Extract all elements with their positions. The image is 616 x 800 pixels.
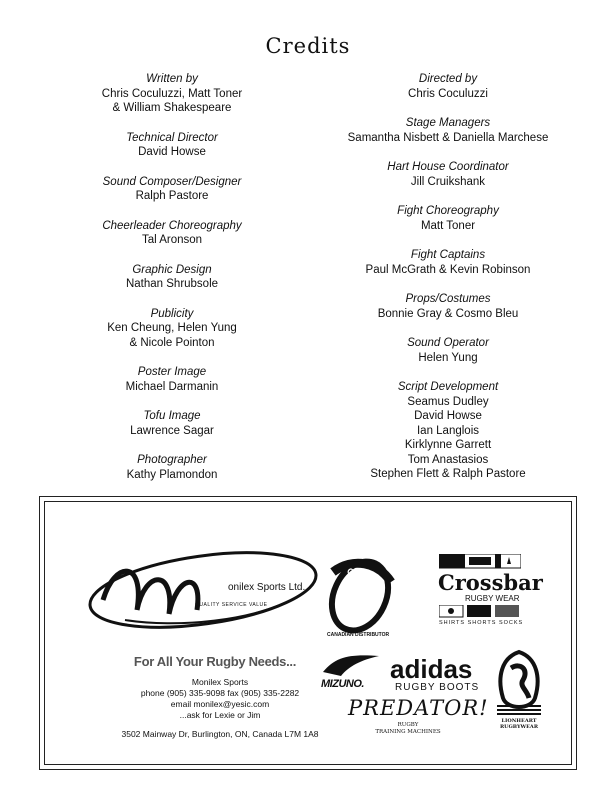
credit-role: Sound Operator xyxy=(407,337,489,349)
credit-entry xyxy=(22,175,322,204)
monilex-tagline: QUALITY SERVICE VALUE xyxy=(195,602,268,608)
credit-entry xyxy=(22,409,322,438)
gilbert-caption: CANADIAN DISTRIBUTOR xyxy=(327,632,390,638)
credit-role: Fight Captains xyxy=(410,249,486,261)
credit-entry xyxy=(298,336,598,365)
credit-name: Jill Cruikshank xyxy=(410,175,486,188)
contact-line: email monilex@yesic.com xyxy=(170,699,270,709)
credit-name: Samantha Nisbett & Daniella Marchese xyxy=(347,131,549,144)
credit-name: Kirklynne Garrett xyxy=(404,439,492,451)
credits-right-column xyxy=(298,72,598,497)
gilbert-logo-text: GILBERT xyxy=(344,565,384,597)
credit-entry xyxy=(298,248,598,277)
predator-subtitle-line: RUGBY xyxy=(397,722,419,728)
credit-entry xyxy=(22,131,322,160)
gilbert-logo xyxy=(323,552,397,634)
credit-role: Written by xyxy=(146,73,198,85)
crossbar-subtitle: RUGBY WEAR xyxy=(465,594,520,603)
page-title: Credits xyxy=(265,34,351,58)
crossbar-logo: Crossbar xyxy=(438,570,543,595)
credit-name: Paul McGrath & Kevin Robinson xyxy=(365,263,531,276)
monilex-contact xyxy=(85,677,355,721)
ad-tagline: For All Your Rugby Needs... xyxy=(133,654,297,669)
credit-name: Matt Toner xyxy=(420,219,476,232)
credit-role: Cheerleader Choreography xyxy=(102,219,242,232)
predator-logo: PREDATOR! xyxy=(348,696,489,720)
mizuno-runbird-icon xyxy=(321,652,381,678)
credit-entry xyxy=(298,116,598,145)
crossbar-products: SHIRTS SHORTS SOCKS xyxy=(439,620,524,626)
credit-name: & William Shakespeare xyxy=(112,102,232,114)
credit-name: Lawrence Sagar xyxy=(130,424,214,437)
credit-name: Kathy Plamondon xyxy=(126,468,218,481)
ad-inner-border xyxy=(44,501,572,765)
credit-role: Photographer xyxy=(137,454,207,466)
credit-role: Graphic Design xyxy=(132,263,212,276)
credit-name: Ken Cheung, Helen Yung xyxy=(107,322,237,334)
credit-name: Michael Darmanin xyxy=(125,380,219,393)
credit-role: Fight Choreography xyxy=(397,205,499,217)
monilex-name: onilex Sports Ltd. xyxy=(228,582,306,593)
predator-subtitle xyxy=(363,722,453,735)
predator-subtitle-line: TRAINING MACHINES xyxy=(375,728,441,735)
contact-line: ...ask for Lexie or Jim xyxy=(179,710,261,720)
credit-name: David Howse xyxy=(414,410,482,422)
lionheart-caption xyxy=(492,718,546,730)
credit-name: Tom Anastasios xyxy=(407,453,489,466)
contact-line: phone (905) 335-9098 fax (905) 335-2282 xyxy=(140,688,300,698)
credit-name: Chris Coculuzzi, Matt Toner xyxy=(101,87,243,100)
credit-role: Stage Managers xyxy=(405,117,491,129)
credit-role: Sound Composer/Designer xyxy=(102,175,242,188)
credit-name: & Nicole Pointon xyxy=(129,336,215,349)
credit-entry xyxy=(298,380,598,482)
credit-entry xyxy=(22,453,322,482)
crossbar-flags-top xyxy=(439,554,521,570)
credit-role: Directed by xyxy=(418,73,478,85)
credit-role: Poster Image xyxy=(137,366,207,378)
credit-entry xyxy=(298,72,598,101)
credit-role: Props/Costumes xyxy=(405,293,491,305)
credit-name: Ralph Pastore xyxy=(135,190,209,202)
credit-name: David Howse xyxy=(138,146,206,158)
lionheart-caption-line: LIONHEART xyxy=(501,718,537,724)
credit-role: Technical Director xyxy=(126,131,218,144)
credit-name: Nathan Shrubsole xyxy=(125,278,219,290)
lionheart-caption-line: RUGBYWEAR xyxy=(500,724,538,730)
credit-name: Tal Aronson xyxy=(141,234,203,246)
credit-name: Ian Langlois xyxy=(416,424,480,437)
credit-name: Stephen Flett & Ralph Pastore xyxy=(370,468,526,480)
credit-role: Tofu Image xyxy=(143,410,201,422)
credit-entry xyxy=(22,307,322,351)
crossbar-flags-bottom xyxy=(439,605,521,619)
credit-entry xyxy=(298,160,598,189)
sponsor-advertisement xyxy=(39,496,577,770)
credit-name: Bonnie Gray & Cosmo Bleu xyxy=(377,307,519,320)
monilex-address: 3502 Mainway Dr, Burlington, ON, Canada L7M 1A8 xyxy=(121,729,319,739)
credit-entry xyxy=(22,72,322,116)
credit-entry xyxy=(22,219,322,248)
credit-name: Helen Yung xyxy=(418,351,478,364)
credit-role: Script Development xyxy=(397,381,499,393)
credit-name: Seamus Dudley xyxy=(407,395,489,408)
lionheart-logo xyxy=(493,648,545,718)
contact-line: Monilex Sports xyxy=(191,677,249,687)
credit-entry xyxy=(22,263,322,292)
mizuno-logo: MIZUNO. xyxy=(321,678,364,690)
credit-role: Hart House Coordinator xyxy=(387,161,509,173)
credits-left-column xyxy=(22,72,322,497)
adidas-logo: adidas xyxy=(390,654,473,684)
credit-entry xyxy=(298,204,598,233)
credit-entry xyxy=(298,292,598,321)
credit-name: Chris Coculuzzi xyxy=(408,87,488,100)
credit-role: Publicity xyxy=(150,307,194,320)
adidas-subtitle: RUGBY BOOTS xyxy=(395,682,480,693)
credit-entry xyxy=(22,365,322,394)
